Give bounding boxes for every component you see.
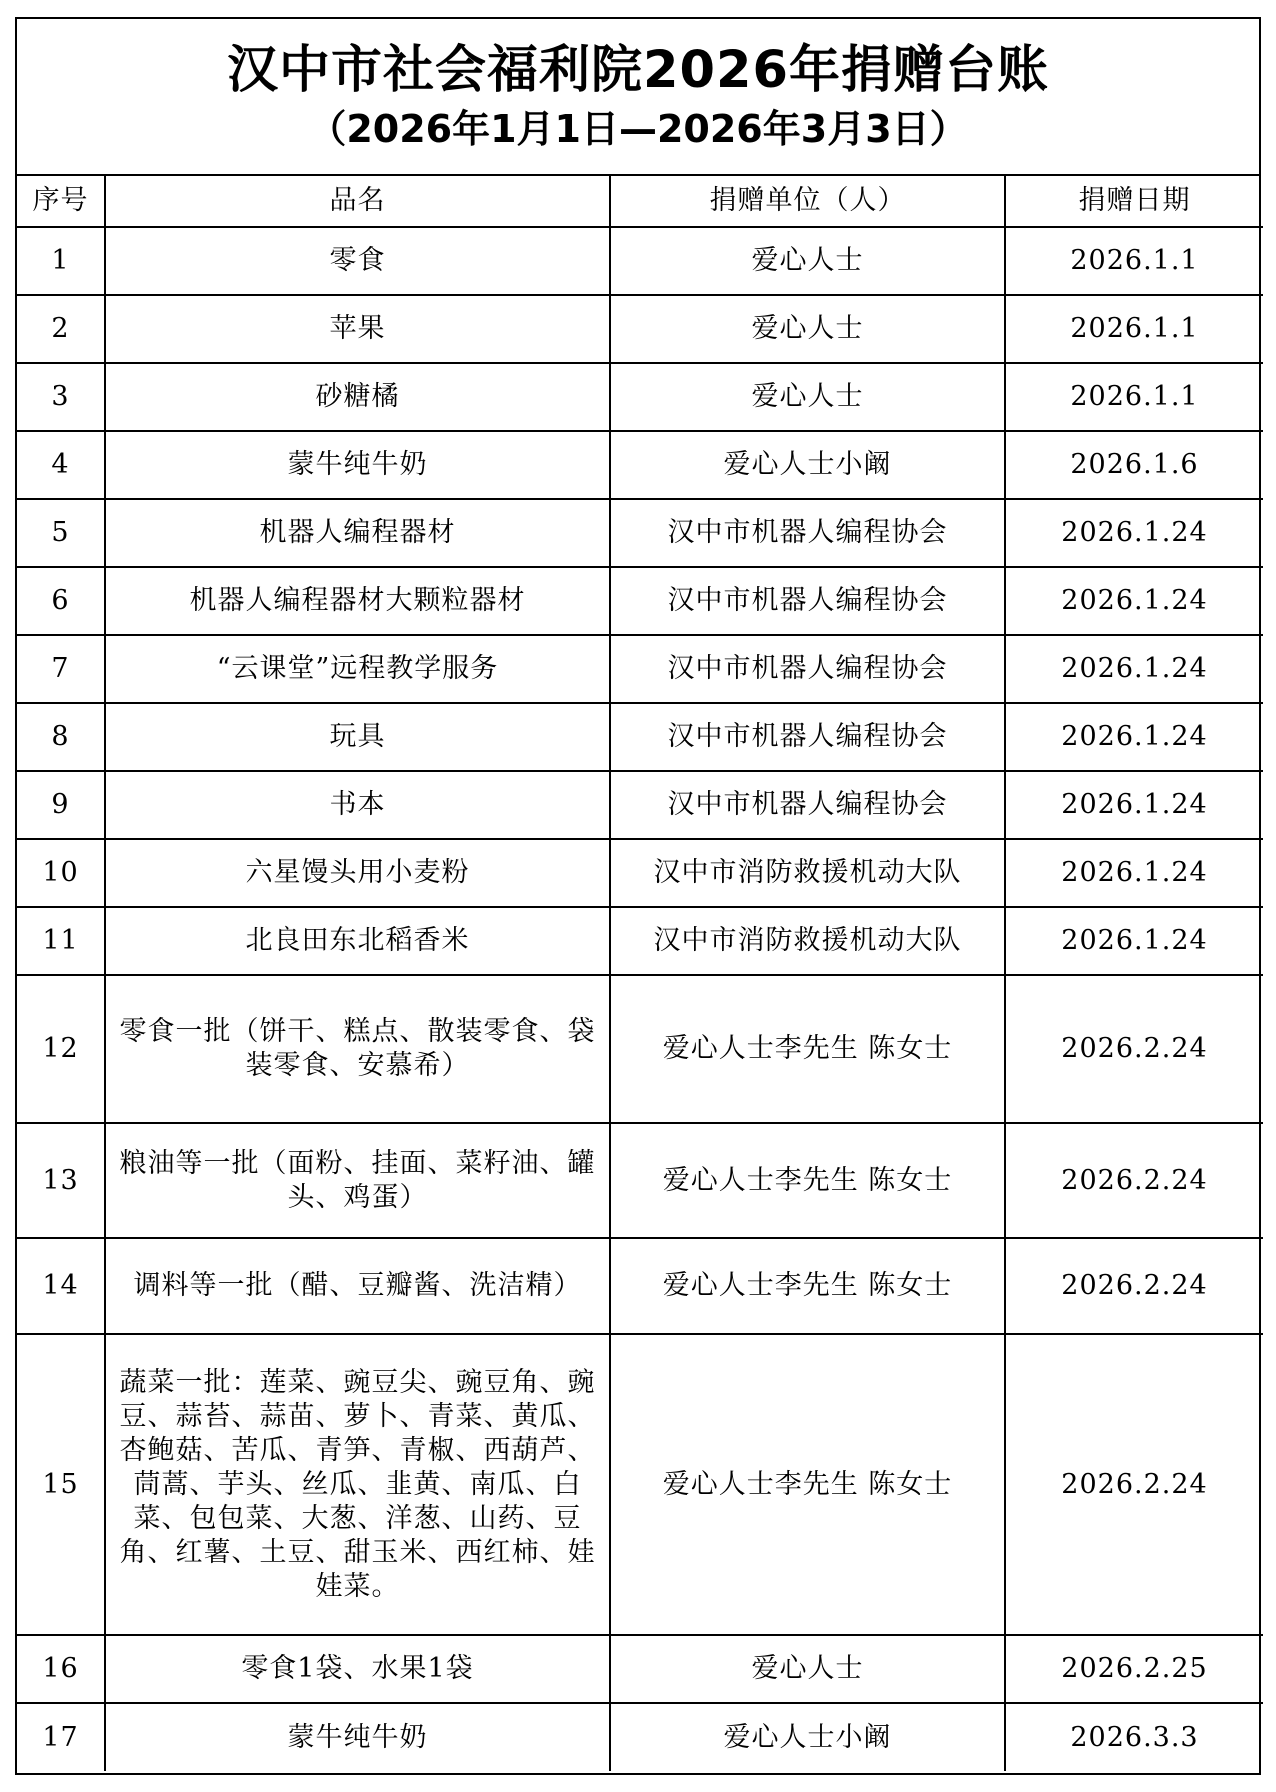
row-donor: 汉中市机器人编程协会 <box>610 771 1005 839</box>
title-block <box>17 19 1259 176</box>
table-row <box>17 431 1263 499</box>
row-date: 2026.1.24 <box>1005 771 1263 839</box>
header-donor: 捐赠单位（人） <box>610 176 1005 227</box>
table-row <box>17 1123 1263 1238</box>
row-date: 2026.1.24 <box>1005 567 1263 635</box>
row-item: 北良田东北稻香米 <box>105 907 610 975</box>
row-date: 2026.1.24 <box>1005 907 1263 975</box>
row-no: 7 <box>17 635 105 703</box>
row-item: 调料等一批（醋、豆瓣酱、洗洁精） <box>105 1238 610 1334</box>
row-date: 2026.2.24 <box>1005 1238 1263 1334</box>
row-donor: 爱心人士李先生 陈女士 <box>610 1123 1005 1238</box>
row-item: 蔬菜一批：莲菜、豌豆尖、豌豆角、豌豆、蒜苔、蒜苗、萝卜、青菜、黄瓜、杏鲍菇、苦瓜、青笋、青椒、西葫芦、茼蒿、芋头、丝瓜、韭黄、南瓜、白菜、包包菜、大葱、洋葱、山药、豆角、红薯、土豆、甜玉米、西红柿、娃娃菜。 <box>105 1334 610 1635</box>
row-item: 蒙牛纯牛奶 <box>105 431 610 499</box>
row-date: 2026.1.6 <box>1005 431 1263 499</box>
row-item: 苹果 <box>105 295 610 363</box>
row-donor: 汉中市机器人编程协会 <box>610 567 1005 635</box>
row-no: 5 <box>17 499 105 567</box>
table-row <box>17 839 1263 907</box>
row-no: 8 <box>17 703 105 771</box>
row-donor: 爱心人士 <box>610 363 1005 431</box>
row-no: 2 <box>17 295 105 363</box>
table-header-row <box>17 176 1263 227</box>
table-row <box>17 703 1263 771</box>
row-item: 蒙牛纯牛奶 <box>105 1703 610 1771</box>
table-row <box>17 295 1263 363</box>
table-row <box>17 1238 1263 1334</box>
row-no: 12 <box>17 975 105 1123</box>
row-donor: 爱心人士 <box>610 227 1005 295</box>
table-row <box>17 907 1263 975</box>
page-title: 汉中市社会福利院2026年捐赠台账 <box>227 41 1049 100</box>
row-date: 2026.1.24 <box>1005 635 1263 703</box>
table-row <box>17 975 1263 1123</box>
table-row <box>17 1635 1263 1703</box>
row-item: 机器人编程器材大颗粒器材 <box>105 567 610 635</box>
row-no: 9 <box>17 771 105 839</box>
row-item: 机器人编程器材 <box>105 499 610 567</box>
row-no: 16 <box>17 1635 105 1703</box>
table-row <box>17 499 1263 567</box>
table-row <box>17 1703 1263 1771</box>
header-item: 品名 <box>105 176 610 227</box>
row-date: 2026.2.24 <box>1005 1334 1263 1635</box>
row-item: 书本 <box>105 771 610 839</box>
row-no: 3 <box>17 363 105 431</box>
row-donor: 爱心人士李先生 陈女士 <box>610 975 1005 1123</box>
row-item: 玩具 <box>105 703 610 771</box>
row-no: 1 <box>17 227 105 295</box>
row-date: 2026.1.1 <box>1005 363 1263 431</box>
row-date: 2026.1.1 <box>1005 227 1263 295</box>
row-item: 零食一批（饼干、糕点、散装零食、袋装零食、安慕希） <box>105 975 610 1123</box>
header-no: 序号 <box>17 176 105 227</box>
row-no: 10 <box>17 839 105 907</box>
row-no: 11 <box>17 907 105 975</box>
header-date: 捐赠日期 <box>1005 176 1263 227</box>
row-donor: 爱心人士 <box>610 295 1005 363</box>
row-item: 砂糖橘 <box>105 363 610 431</box>
row-donor: 爱心人士小阚 <box>610 431 1005 499</box>
table-row <box>17 227 1263 295</box>
row-item: 零食 <box>105 227 610 295</box>
row-donor: 爱心人士小阚 <box>610 1703 1005 1771</box>
table-row <box>17 567 1263 635</box>
row-date: 2026.3.3 <box>1005 1703 1263 1771</box>
row-item: “云课堂”远程教学服务 <box>105 635 610 703</box>
row-donor: 汉中市机器人编程协会 <box>610 703 1005 771</box>
row-item: 六星馒头用小麦粉 <box>105 839 610 907</box>
row-date: 2026.2.24 <box>1005 1123 1263 1238</box>
row-date: 2026.2.25 <box>1005 1635 1263 1703</box>
row-no: 13 <box>17 1123 105 1238</box>
row-item: 粮油等一批（面粉、挂面、菜籽油、罐头、鸡蛋） <box>105 1123 610 1238</box>
row-donor: 爱心人士李先生 陈女士 <box>610 1334 1005 1635</box>
donation-table <box>17 176 1263 1771</box>
row-donor: 汉中市消防救援机动大队 <box>610 907 1005 975</box>
row-item: 零食1袋、水果1袋 <box>105 1635 610 1703</box>
ledger-sheet <box>15 17 1261 1775</box>
row-no: 15 <box>17 1334 105 1635</box>
table-row <box>17 1334 1263 1635</box>
row-donor: 汉中市消防救援机动大队 <box>610 839 1005 907</box>
row-no: 14 <box>17 1238 105 1334</box>
row-no: 4 <box>17 431 105 499</box>
row-no: 17 <box>17 1703 105 1771</box>
row-donor: 爱心人士李先生 陈女士 <box>610 1238 1005 1334</box>
table-row <box>17 363 1263 431</box>
row-donor: 汉中市机器人编程协会 <box>610 635 1005 703</box>
row-donor: 爱心人士 <box>610 1635 1005 1703</box>
table-row <box>17 635 1263 703</box>
row-date: 2026.1.24 <box>1005 499 1263 567</box>
row-date: 2026.1.24 <box>1005 703 1263 771</box>
row-donor: 汉中市机器人编程协会 <box>610 499 1005 567</box>
date-range-subtitle: （2026年1月1日—2026年3月3日） <box>308 107 968 151</box>
row-no: 6 <box>17 567 105 635</box>
row-date: 2026.2.24 <box>1005 975 1263 1123</box>
row-date: 2026.1.1 <box>1005 295 1263 363</box>
row-date: 2026.1.24 <box>1005 839 1263 907</box>
table-row <box>17 771 1263 839</box>
